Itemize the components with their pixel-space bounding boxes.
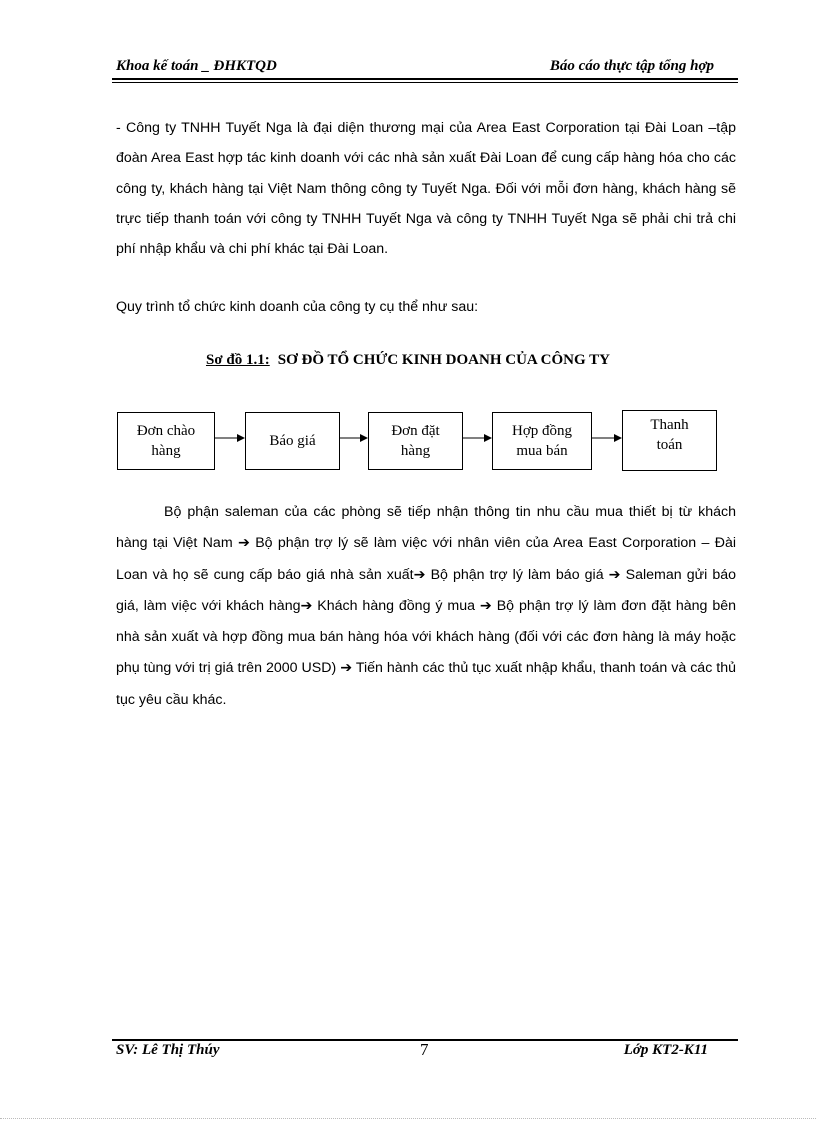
right-arrow-icon: ➔ (479, 597, 492, 614)
step-3-line2: hàng (400, 443, 431, 459)
arrow-1 (215, 432, 247, 444)
right-arrow-icon: ➔ (413, 566, 426, 583)
process-intro-line: Quy trình tổ chức kinh doanh của công ty cụ thể như sau: (116, 299, 479, 315)
header-faculty: Khoa kế toán _ ĐHKTQD (116, 58, 277, 74)
header-report-title: Báo cáo thực tập tổng hợp (549, 58, 714, 74)
process-step-1: Bộ phận saleman của các phòng sẽ tiếp nhận thông tin nhu cầu mua thiết bị từ khách hàng tại Việt Nam (116, 504, 736, 552)
process-step-3: Bộ phận trợ lý làm báo giá (430, 566, 604, 583)
step-1-line2: hàng (151, 443, 181, 459)
step-sales-contract (492, 412, 592, 470)
right-arrow-icon: ➔ (237, 535, 250, 552)
step-payment (622, 410, 717, 471)
diagram-title-text: SƠ ĐỒ TỔ CHỨC KINH DOANH CỦA CÔNG TY (277, 352, 610, 368)
arrow-4 (592, 432, 624, 444)
intro-paragraph: - Công ty TNHH Tuyết Nga là đại diện thương mại của Area East Corporation tại Đài Loan –tập đoàn Area East hợp tác kinh doanh với các nhà sản xuất Đài Loan để cung cấp hàng hóa cho các công ty, khách hàng tại Việt Nam thông công ty Tuyết Nga. Đối với mỗi đơn hàng, khách hàng sẽ trực tiếp thanh toán với công ty TNHH Tuyết Nga và công ty TNHH Tuyết Nga sẽ phải chi trả chi phí nhập khẩu và chi phí khác tại Đài Loan. (116, 120, 736, 258)
footer-class: Lớp KT2-K11 (623, 1042, 708, 1058)
header-rule (112, 78, 738, 80)
right-arrow-icon: ➔ (608, 566, 621, 583)
arrow-2 (340, 432, 370, 444)
step-5-line2: toán (656, 436, 683, 453)
diagram-title (0, 352, 816, 369)
process-step-2: Bộ phận trợ lý sẽ làm việc với nhân viên của Area East Corporation – Đài Loan và họ sẽ cung cấp báo giá nhà sản xuất (116, 535, 736, 583)
step-quotation-request (117, 412, 215, 470)
step-5-line1: Thanh (650, 416, 689, 433)
page-number: 7 (420, 1040, 429, 1059)
step-3-line1: Đơn đặt (391, 423, 440, 439)
step-price-quote (245, 412, 340, 470)
page-bottom-dotted-border (0, 1118, 816, 1119)
diagram-label: Sơ đồ 1.1: (205, 352, 270, 368)
arrow-3 (463, 432, 494, 444)
process-step-7: Tiến hành các thủ tục xuất nhập khẩu, thanh toán và các thủ tục yêu cầu khác. (116, 660, 736, 708)
process-description (116, 497, 736, 716)
step-2-line1: Báo giá (269, 433, 316, 449)
step-4-line1: Hợp đồng (511, 423, 572, 439)
process-step-6: Bộ phận trợ lý làm đơn đặt hàng bên nhà sản xuất và hợp đồng mua bán hàng hóa với khách hàng (đối với các đơn hàng là máy hoặc phụ tùng với trị giá trên 2000 USD) (116, 597, 737, 677)
right-arrow-icon: ➔ (340, 660, 353, 677)
step-4-line2: mua bán (516, 443, 568, 459)
process-step-4: Saleman gửi báo giá, làm việc với khách hàng (116, 566, 736, 614)
process-step-5: Khách hàng đồng ý mua (317, 597, 475, 614)
right-arrow-icon: ➔ (300, 597, 313, 614)
header-rule-thin (112, 82, 738, 83)
footer-student: SV: Lê Thị Thúy (116, 1042, 220, 1058)
step-order (368, 412, 463, 470)
step-1-line1: Đơn chào (136, 423, 196, 439)
